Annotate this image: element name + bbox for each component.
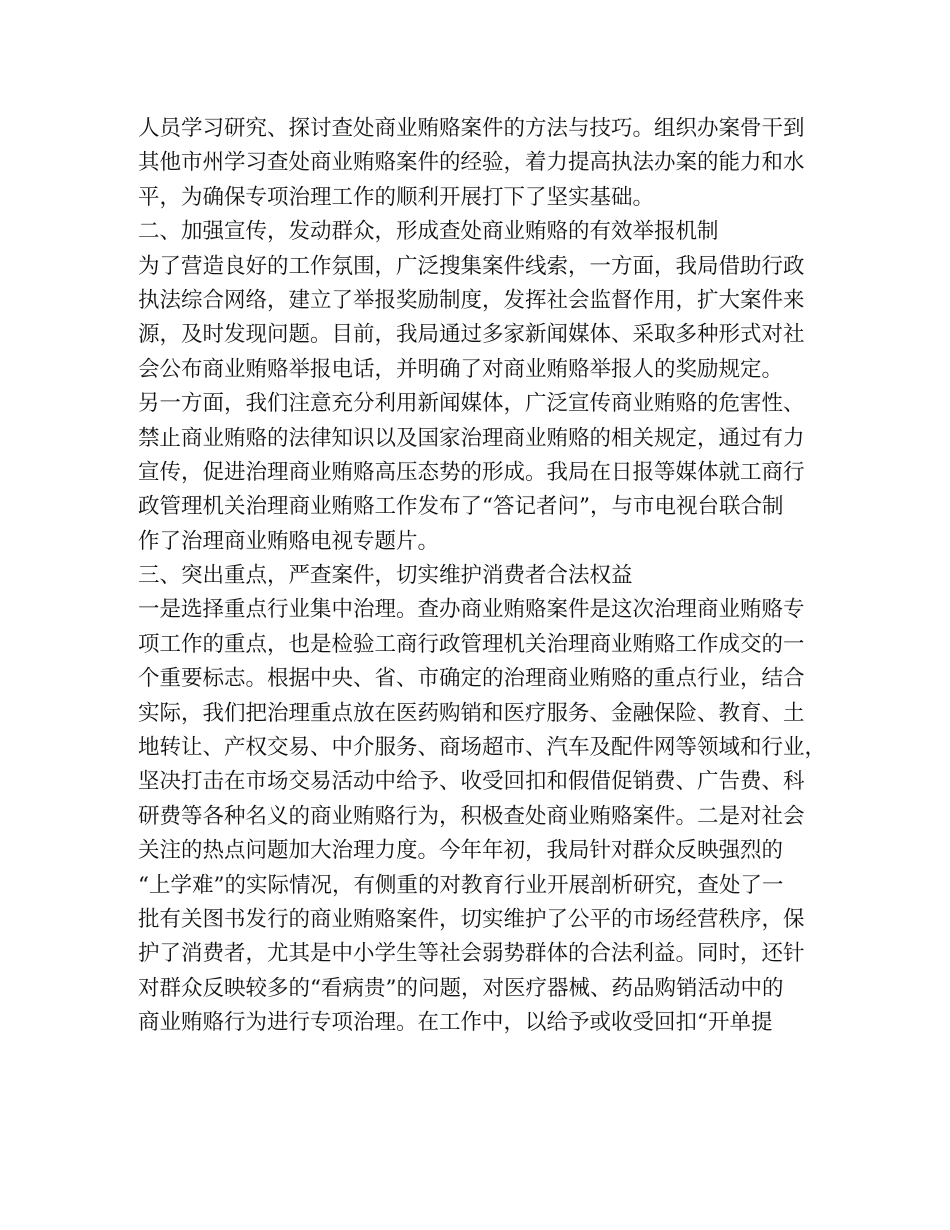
text-line: 其他市州学习查处商业贿赂案件的经验，着力提高执法办案的能力和水 — [138, 150, 805, 176]
text-line: 宣传，促进治理商业贿赂高压态势的形成。我局在日报等媒体就工商行 — [138, 459, 805, 485]
text-line: 项工作的重点，也是检验工商行政管理机关治理商业贿赂工作成交的一 — [138, 631, 805, 657]
text-line: 平，为确保专项治理工作的顺利开展打下了坚实基础。 — [138, 184, 655, 210]
text-line: 个重要标志。根据中央、省、市确定的治理商业贿赂的重点行业，结合 — [138, 666, 805, 692]
text-line: 另一方面，我们注意充分利用新闻媒体，广泛宣传商业贿赂的危害性、 — [138, 391, 805, 417]
text-line: 商业贿赂行为进行专项治理。在工作中，以给予或收受回扣“开单提 — [138, 1010, 773, 1036]
text-line: 护了消费者，尤其是中小学生等社会弱势群体的合法利益。同时，还针 — [138, 941, 805, 967]
text-line: 批有关图书发行的商业贿赂案件，切实维护了公平的市场经营秩序，保 — [138, 906, 805, 932]
text-line: 人员学习研究、探讨查处商业贿赂案件的方法与技巧。组织办案骨干到 — [138, 116, 805, 141]
text-line: 政管理机关治理商业贿赂工作发布了“答记者问”，与市电视台联合制 — [138, 494, 784, 520]
text-line: 实际，我们把治理重点放在医药购销和医疗服务、金融保险、教育、土 — [138, 700, 805, 726]
text-line: 作了治理商业贿赂电视专题片。 — [138, 528, 440, 554]
text-line: 对群众反映较多的“看病贵”的问题，对医疗器械、药品购销活动中的 — [138, 975, 784, 1001]
text-line: 执法综合网络，建立了举报奖励制度，发挥社会监督作用，扩大案件来 — [138, 287, 805, 313]
text-line: 坚决打击在市场交易活动中给予、收受回扣和假借促销费、广告费、科 — [138, 769, 805, 795]
section-heading: 二、加强宣传，发动群众，形成查处商业贿赂的有效举报机制 — [138, 219, 719, 245]
text-line: 禁止商业贿赂的法律知识以及国家治理商业贿赂的相关规定，通过有力 — [138, 425, 805, 451]
text-line: 一是选择重点行业集中治理。查办商业贿赂案件是这次治理商业贿赂专 — [138, 597, 805, 623]
text-line: 为了营造良好的工作氛围，广泛搜集案件线索，一方面，我局借助行政 — [138, 253, 805, 279]
text-line: 地转让、产权交易、中介服务、商场超市、汽车及配件网等领域和行业， — [138, 735, 827, 761]
text-line: 源，及时发现问题。目前，我局通过多家新闻媒体、采取多种形式对社 — [138, 322, 805, 348]
text-line: 关注的热点问题加大治理力度。今年年初，我局针对群众反映强烈的 — [138, 838, 784, 864]
section-heading: 三、突出重点，严查案件，切实维护消费者合法权益 — [138, 563, 633, 589]
text-line: “上学难”的实际情况，有侧重的对教育行业开展剖析研究，查处了一 — [138, 872, 784, 898]
document-page — [138, 112, 827, 1041]
text-line: 会公布商业贿赂举报电话，并明确了对商业贿赂举报人的奖励规定。 — [138, 356, 784, 382]
text-line: 研费等各种名义的商业贿赂行为，积极查处商业贿赂案件。二是对社会 — [138, 803, 805, 829]
